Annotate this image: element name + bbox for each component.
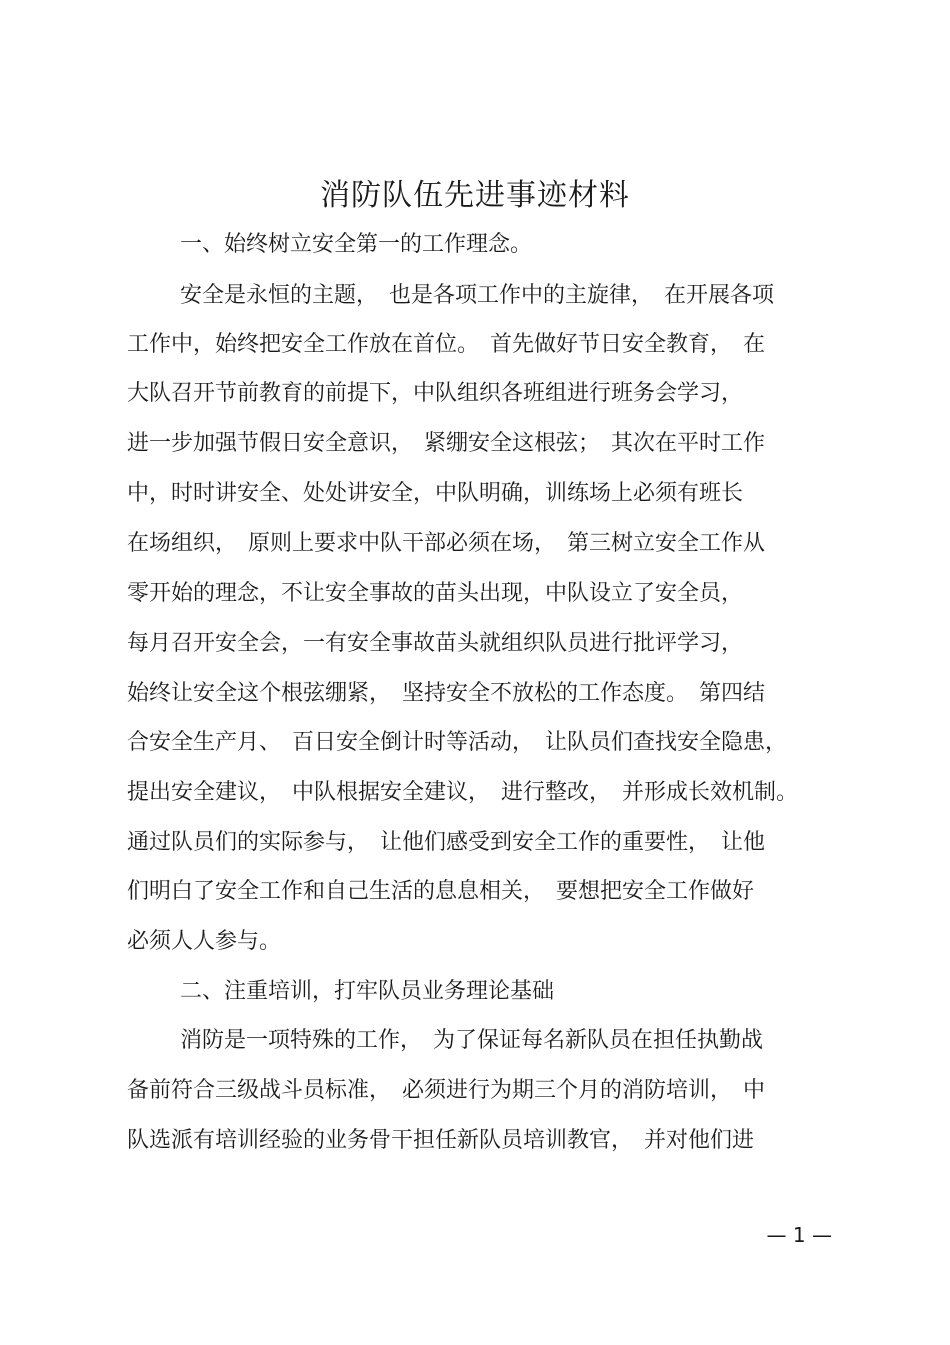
- paragraph-line: 们明白了安全工作和自己生活的息息相关， 要想把安全工作做好: [127, 879, 755, 904]
- paragraph-line: 每月召开安全会，一有安全事故苗头就组织队员进行批评学习，: [127, 631, 744, 656]
- paragraph-line: 工作中，始终把安全工作放在首位。 首先做好节日安全教育， 在: [127, 332, 766, 357]
- section-heading-2: 二、注重培训，打牢队员业务理论基础: [180, 979, 555, 1004]
- paragraph-line: 合安全生产月、 百日安全倒计时等活动， 让队员们查找安全隐患，: [127, 730, 788, 755]
- paragraph-line: 在场组织， 原则上要求中队干部必须在场， 第三树立安全工作从: [127, 531, 766, 556]
- paragraph-line: 队选派有培训经验的业务骨干担任新队员培训教官， 并对他们进: [127, 1128, 755, 1153]
- paragraph-line: 进一步加强节假日安全意识， 紧绷安全这根弦； 其次在平时工作: [127, 431, 766, 456]
- paragraph-line: 中，时时讲安全、处处讲安全，中队明确，训练场上必须有班长: [127, 481, 744, 506]
- paragraph-line: 消防是一项特殊的工作， 为了保证每名新队员在担任执勤战: [180, 1028, 764, 1053]
- paragraph-line: 通过队员们的实际参与， 让他们感受到安全工作的重要性， 让他: [127, 830, 766, 855]
- paragraph-line: 备前符合三级战斗员标准， 必须进行为期三个月的消防培训， 中: [127, 1078, 766, 1103]
- paragraph-line: 提出安全建议， 中队根据安全建议， 进行整改， 并形成长效机制。: [127, 780, 799, 805]
- page-number: — 1 —: [766, 1223, 832, 1247]
- paragraph-line: 大队召开节前教育的前提下，中队组织各班组进行班务会学习，: [127, 381, 744, 406]
- paragraph-line: 安全是永恒的主题， 也是各项工作中的主旋律， 在开展各项: [180, 283, 775, 308]
- paragraph-line: 始终让安全这个根弦绷紧， 坚持安全不放松的工作态度。 第四结: [127, 681, 766, 706]
- paragraph-line: 零开始的理念，不让安全事故的苗头出现，中队设立了安全员，: [127, 581, 744, 606]
- document-title: 消防队伍先进事迹材料: [320, 178, 630, 213]
- paragraph-line: 必须人人参与。: [127, 929, 282, 954]
- section-heading-1: 一、始终树立安全第一的工作理念。: [180, 232, 533, 257]
